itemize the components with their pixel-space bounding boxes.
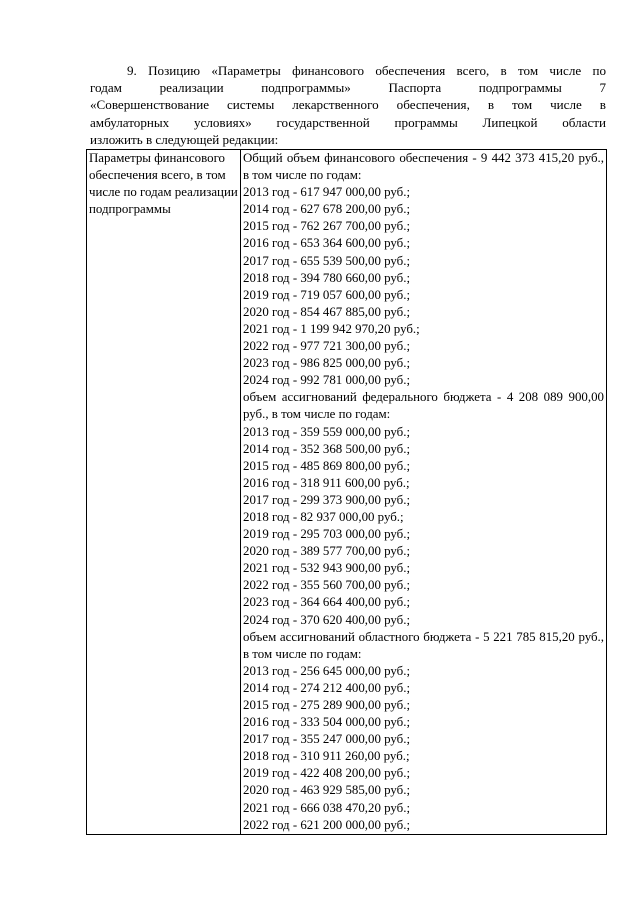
- regional-years-list: [243, 663, 604, 834]
- list-item: 2014 год - 627 678 200,00 руб.;: [243, 202, 411, 217]
- list-item: 2022 год - 621 200 000,00 руб.;: [243, 817, 411, 832]
- regional-budget-heading: объем ассигнований областного бюджета - 5 221 785 815,20 руб., в том числе по годам:: [243, 629, 604, 661]
- list-item: 2016 год - 318 911 600,00 руб.;: [243, 475, 410, 490]
- intro-line: годам реализации подпрограммы» Паспорта подпрограммы 7: [90, 80, 606, 96]
- parameter-label-cell: [87, 150, 241, 835]
- total-financing-heading: Общий объем финансового обеспечения - 9 442 373 415,20 руб., в том числе по годам:: [243, 151, 604, 183]
- federal-years-list: [243, 424, 604, 629]
- total-years-list: [243, 184, 604, 389]
- list-item: 2015 год - 275 289 900,00 руб.;: [243, 698, 411, 712]
- list-item: 2018 год - 82 937 000,00 руб.;: [243, 509, 404, 524]
- intro-line: амбулаторных условиях» государственной программы Липецкой области: [90, 114, 606, 130]
- list-item: 2021 год - 1 199 942 970,20 руб.;: [243, 321, 420, 336]
- list-item: 2015 год - 762 267 700,00 руб.;: [243, 219, 411, 234]
- list-item: 2020 год - 463 929 585,00 руб.;: [243, 783, 411, 798]
- intro-line: 9. Позицию «Параметры финансового обеспечения всего, в том числе по: [127, 63, 606, 78]
- list-item: 2019 год - 422 408 200,00 руб.;: [243, 766, 411, 781]
- list-item: 2016 год - 653 364 600,00 руб.;: [243, 236, 411, 251]
- list-item: 2022 год - 977 721 300,00 руб.;: [243, 339, 411, 354]
- list-item: 2021 год - 532 943 900,00 руб.;: [243, 561, 411, 576]
- list-item: 2018 год - 310 911 260,00 руб.;: [243, 749, 410, 764]
- list-item: 2023 год - 364 664 400,00 руб.;: [243, 595, 411, 610]
- list-item: 2023 год - 986 825 000,00 руб.;: [243, 356, 411, 371]
- list-item: 2018 год - 394 780 660,00 руб.;: [243, 270, 411, 285]
- list-item: 2024 год - 370 620 400,00 руб.;: [243, 612, 411, 627]
- financing-parameters-table: [86, 149, 607, 835]
- list-item: 2014 год - 352 368 500,00 руб.;: [243, 441, 411, 456]
- intro-line: «Совершенствование системы лекарственного обеспечения, в том числе в: [90, 97, 606, 113]
- list-item: 2016 год - 333 504 000,00 руб.;: [243, 715, 411, 730]
- list-item: 2022 год - 355 560 700,00 руб.;: [243, 578, 411, 593]
- list-item: 2013 год - 617 947 000,00 руб.;: [243, 185, 411, 200]
- list-item: 2024 год - 992 781 000,00 руб.;: [243, 373, 411, 388]
- list-item: 2014 год - 274 212 400,00 руб.;: [243, 680, 411, 695]
- list-item: 2015 год - 485 869 800,00 руб.;: [243, 458, 411, 473]
- list-item: 2017 год - 655 539 500,00 руб.;: [243, 253, 411, 268]
- list-item: 2021 год - 666 038 470,20 руб.;: [243, 800, 411, 815]
- intro-line: изложить в следующей редакции:: [90, 131, 279, 147]
- table-row: [87, 150, 607, 835]
- federal-budget-heading: объем ассигнований федерального бюджета - 4 208 089 900,00 руб., в том числе по годам:: [243, 390, 604, 422]
- intro-paragraph: [90, 62, 606, 148]
- list-item: 2013 год - 256 645 000,00 руб.;: [243, 663, 411, 678]
- list-item: 2019 год - 295 703 000,00 руб.;: [243, 527, 411, 542]
- list-item: 2013 год - 359 559 000,00 руб.;: [243, 424, 411, 439]
- parameter-value-cell: [241, 150, 607, 835]
- list-item: 2020 год - 389 577 700,00 руб.;: [243, 544, 411, 559]
- list-item: 2017 год - 355 247 000,00 руб.;: [243, 732, 411, 747]
- list-item: 2020 год - 854 467 885,00 руб.;: [243, 304, 411, 319]
- list-item: 2019 год - 719 057 600,00 руб.;: [243, 287, 411, 302]
- parameter-label: Параметры финансового обеспечения всего, в том числе по годам реализации подпрограммы: [89, 151, 238, 217]
- list-item: 2017 год - 299 373 900,00 руб.;: [243, 492, 411, 507]
